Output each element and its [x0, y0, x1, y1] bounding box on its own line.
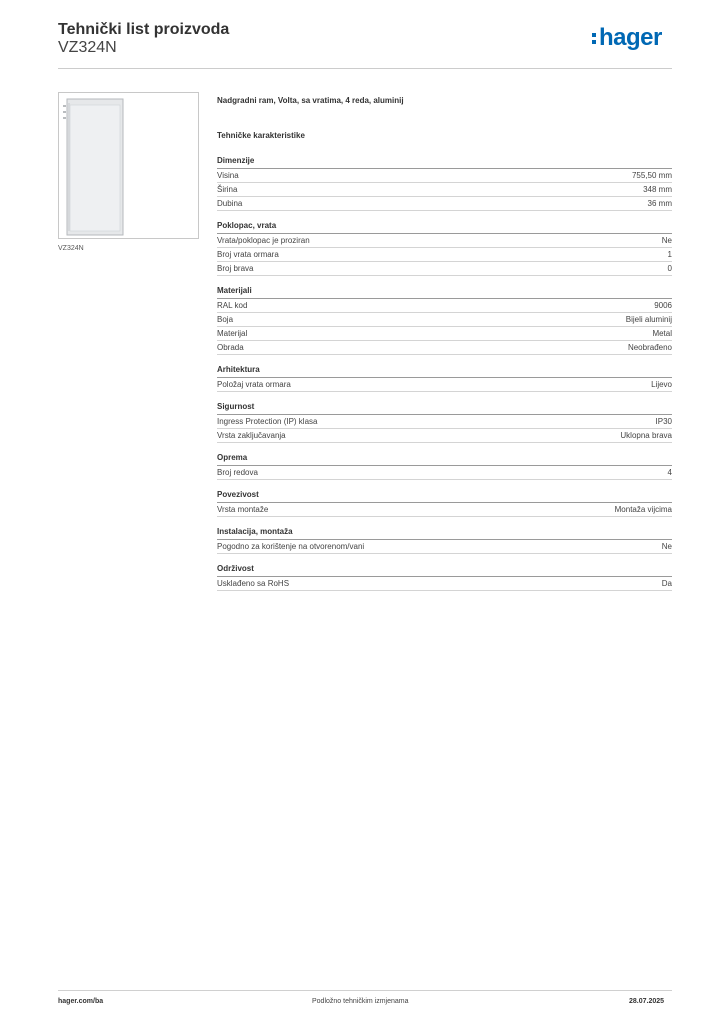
document-title: Tehnički list proizvoda [58, 21, 230, 38]
spec-label: RAL kod [217, 301, 248, 310]
spec-row [217, 503, 672, 517]
spec-row [217, 248, 672, 262]
spec-label: Pogodno za korištenje na otvorenom/vani [217, 542, 365, 551]
spec-label: Položaj vrata ormara [217, 380, 291, 389]
spec-group-title: Oprema [217, 453, 672, 466]
spec-row [217, 183, 672, 197]
spec-row [217, 197, 672, 211]
spec-value: 4 [667, 468, 672, 477]
product-image [58, 92, 199, 239]
spec-group [217, 156, 672, 211]
image-caption: VZ324N [58, 245, 84, 252]
spec-label: Materijal [217, 329, 248, 338]
spec-value: Ne [661, 236, 672, 245]
spec-value: 9006 [654, 301, 672, 310]
spec-value: Uklopna brava [620, 431, 672, 440]
spec-group [217, 490, 672, 517]
spec-value: 1 [667, 250, 672, 259]
spec-row [217, 341, 672, 355]
spec-value: Bijeli aluminij [625, 315, 672, 324]
spec-content [217, 96, 672, 601]
spec-value: 348 mm [643, 185, 672, 194]
spec-group [217, 527, 672, 554]
spec-row [217, 378, 672, 392]
spec-group-title: Arhitektura [217, 365, 672, 378]
spec-label: Visina [217, 171, 239, 180]
header-divider [58, 68, 672, 69]
spec-row [217, 169, 672, 183]
spec-row [217, 299, 672, 313]
spec-group-title: Materijali [217, 286, 672, 299]
spec-group-title: Dimenzije [217, 156, 672, 169]
spec-label: Širina [217, 185, 238, 194]
footer-divider [58, 990, 672, 991]
spec-row [217, 577, 672, 591]
spec-value: 36 mm [647, 199, 672, 208]
spec-row [217, 540, 672, 554]
spec-groups [217, 156, 672, 591]
spec-label: Vrsta zaključavanja [217, 431, 286, 440]
spec-group-title: Instalacija, montaža [217, 527, 672, 540]
spec-group [217, 402, 672, 443]
product-description: Nadgradni ram, Volta, sa vratima, 4 reda, aluminij [217, 96, 404, 105]
spec-group-title: Održivost [217, 564, 672, 577]
spec-row [217, 415, 672, 429]
footer-website[interactable]: hager.com/ba [58, 998, 104, 1005]
spec-group-title: Povezivost [217, 490, 672, 503]
spec-group [217, 365, 672, 392]
section-title: Tehničke karakteristike [217, 131, 305, 140]
spec-value: Montaža vijcima [614, 505, 672, 514]
spec-value: 0 [667, 264, 672, 273]
spec-group-title: Poklopac, vrata [217, 221, 672, 234]
logo-text: hager [599, 24, 662, 51]
cabinet-door-illustration [59, 93, 200, 240]
spec-group [217, 453, 672, 480]
spec-row [217, 262, 672, 276]
spec-label: Broj brava [217, 264, 254, 273]
product-code: VZ324N [58, 39, 117, 56]
spec-value: Metal [652, 329, 672, 338]
footer-notice: Podložno tehničkim izmjenama [312, 998, 409, 1005]
spec-row [217, 234, 672, 248]
spec-label: Obrada [217, 343, 244, 352]
spec-value: Neobrađeno [627, 343, 672, 352]
spec-value: IP30 [655, 417, 672, 426]
spec-group [217, 286, 672, 355]
spec-value: Ne [661, 542, 672, 551]
spec-label: Usklađeno sa RoHS [217, 579, 290, 588]
spec-label: Dubina [217, 199, 243, 208]
spec-label: Broj vrata ormara [217, 250, 279, 259]
spec-group [217, 221, 672, 276]
spec-value: 755,50 mm [631, 171, 672, 180]
spec-group [217, 564, 672, 591]
footer-date: 28.07.2025 [629, 998, 665, 1005]
spec-row [217, 466, 672, 480]
spec-label: Vrsta montaže [217, 505, 269, 514]
spec-row [217, 327, 672, 341]
spec-label: Boja [217, 315, 234, 324]
spec-group-title: Sigurnost [217, 402, 672, 415]
logo-dots-icon [592, 33, 598, 47]
spec-value: Lijevo [651, 380, 672, 389]
spec-label: Ingress Protection (IP) klasa [217, 417, 318, 426]
spec-value: Da [661, 579, 672, 588]
spec-label: Broj redova [217, 468, 258, 477]
spec-row [217, 429, 672, 443]
spec-label: Vrata/poklopac je proziran [217, 236, 310, 245]
spec-row [217, 313, 672, 327]
